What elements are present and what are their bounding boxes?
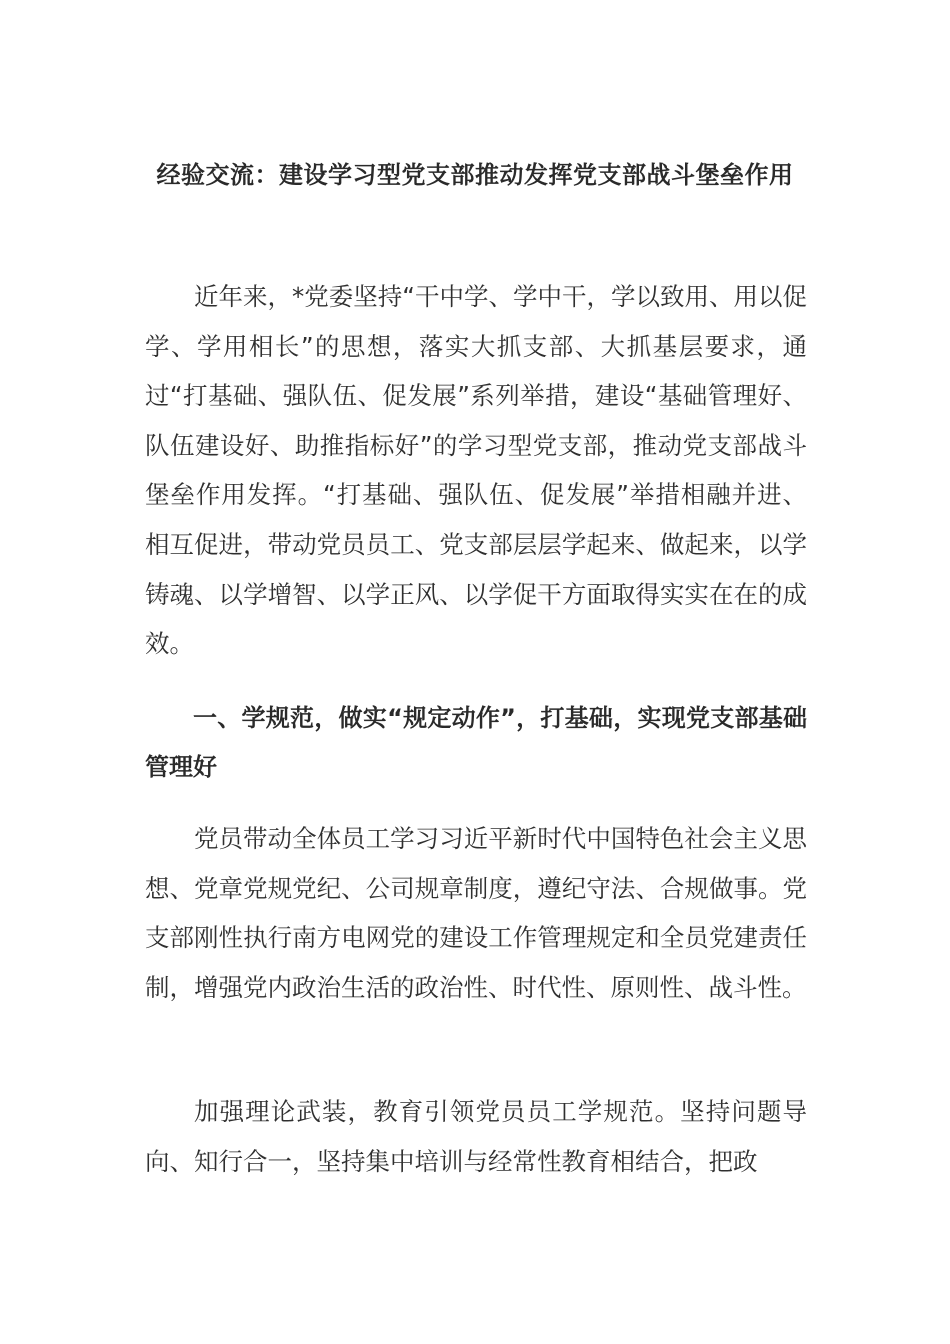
- document-title: 经验交流：建设学习型党支部推动发挥党支部战斗堡垒作用: [156, 161, 794, 189]
- section-heading: 一、学规范，做实“规定动作”，打基础，实现党支部基础管理好: [145, 704, 807, 781]
- body-paragraph: 党员带动全体员工学习习近平新时代中国特色社会主义思想、党章党规党纪、公司规章制度，遵纪守法、合规做事。党支部刚性执行南方电网党的建设工作管理规定和全员党建责任制，增强党内政治生活的政治性、时代性、原则性、战斗性。: [145, 824, 807, 1002]
- body-paragraph: 近年来，*党委坚持“干中学、学中干，学以致用、用以促学、学用相长”的思想，落实大抓支部、大抓基层要求，通过“打基础、强队伍、促发展”系列举措，建设“基础管理好、队伍建设好、助推指标好”的学习型党支部，推动党支部战斗堡垒作用发挥。“打基础、强队伍、促发展”举措相融并进、相互促进，带动党员员工、党支部层层学起来、做起来，以学铸魂、以学增智、以学正风、以学促干方面取得实实在在的成效。: [145, 282, 807, 659]
- body-paragraph: 加强理论武装，教育引领党员员工学规范。坚持问题导向、知行合一，坚持集中培训与经常性教育相结合，把政: [145, 1097, 807, 1176]
